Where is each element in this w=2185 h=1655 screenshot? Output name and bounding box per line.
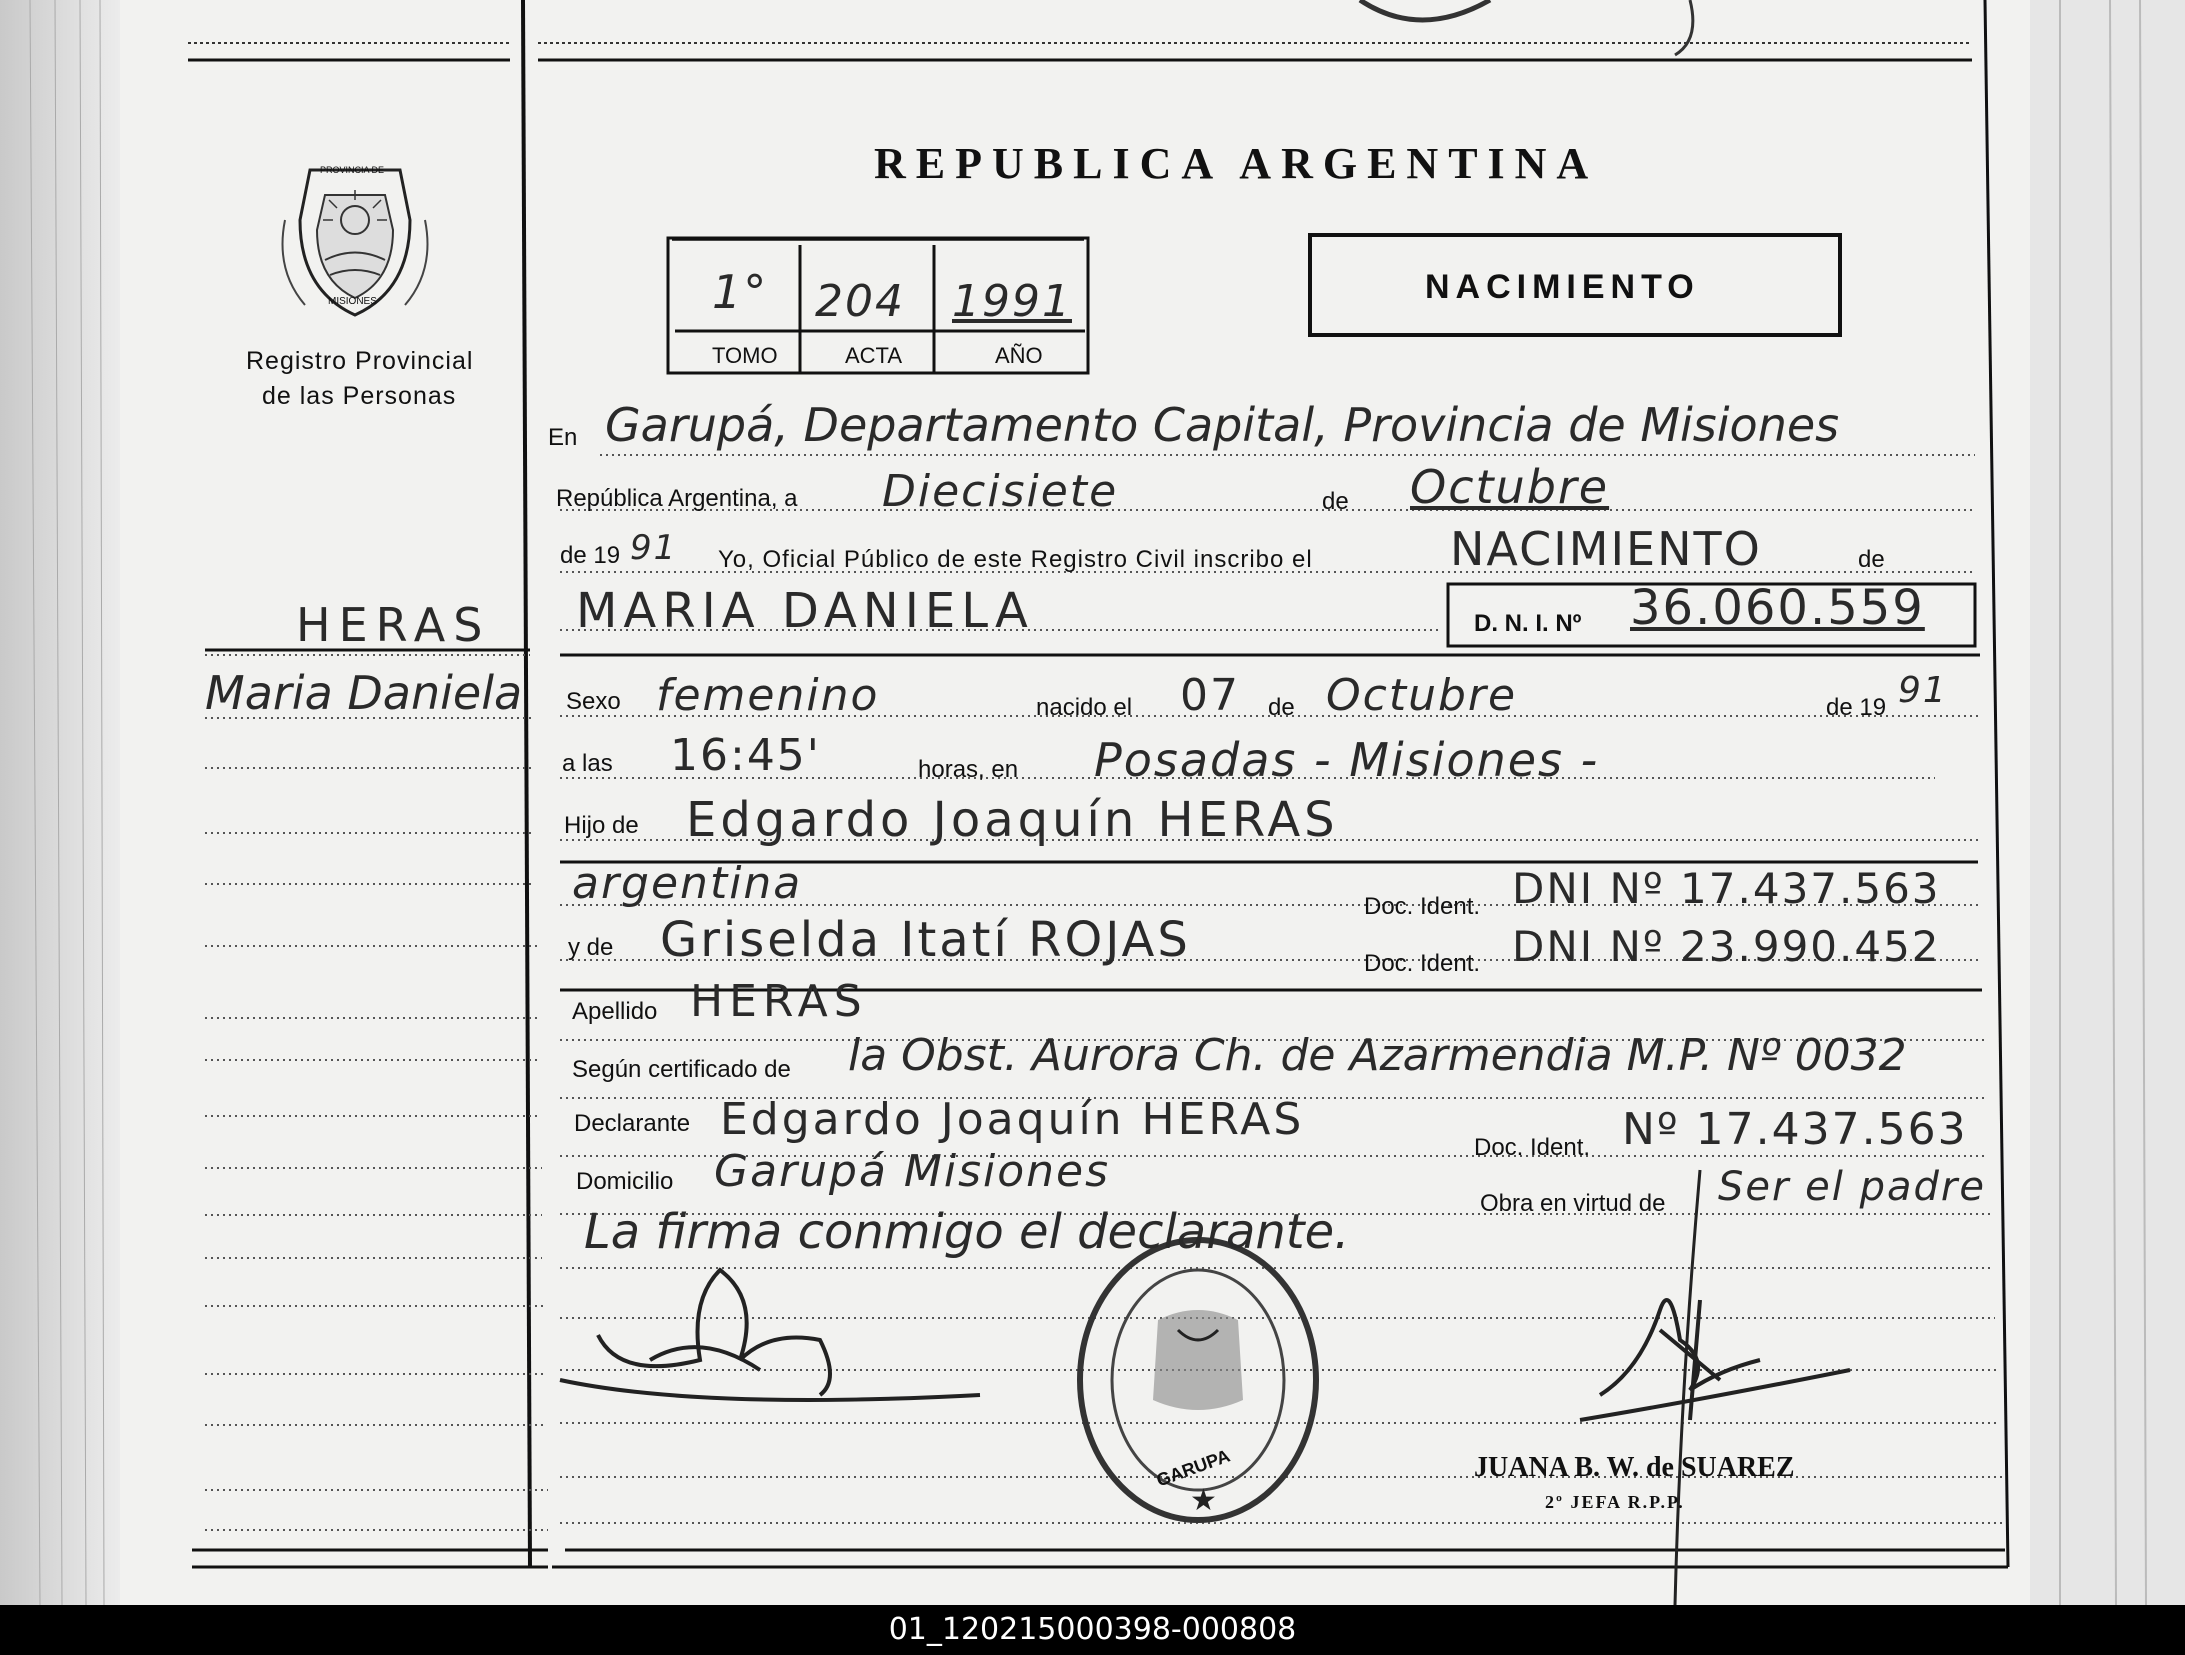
seal-label-bottom: MISIONES	[328, 296, 377, 307]
acta-value: 204	[815, 276, 905, 327]
father-nationality: argentina	[572, 858, 803, 909]
child-of-label: Hijo de	[564, 812, 639, 839]
date-label: República Argentina, a	[556, 485, 798, 512]
certificate-label: Según certificado de	[572, 1056, 791, 1083]
year-value: 91	[630, 528, 678, 568]
officer-statement: Yo, Oficial Público de este Registro Civil inscribo el	[718, 546, 1313, 573]
declarant-label: Declarante	[574, 1110, 691, 1137]
declarant-name: Edgardo Joaquín HERAS	[720, 1094, 1305, 1145]
surname-label: Apellido	[572, 998, 658, 1025]
signature-note: La firma conmigo el declarante.	[584, 1204, 1350, 1260]
stamp-label: GARUPA	[1153, 1445, 1233, 1491]
officer-name: JUANA B. W. de SUAREZ	[1474, 1452, 1795, 1483]
place-label: En	[548, 424, 578, 451]
mother-doc-label: Doc. Ident.	[1364, 950, 1481, 977]
born-month: Octubre	[1326, 670, 1518, 721]
year-prefix: de 19	[560, 542, 621, 569]
declarant-doc-label: Doc. Ident.	[1474, 1134, 1591, 1161]
acta-label: ACTA	[845, 343, 903, 368]
anio-value: 1991	[952, 276, 1072, 327]
time-value: 16:45'	[670, 730, 821, 781]
father-name: Edgardo Joaquín HERAS	[686, 792, 1339, 848]
sex-value: femenino	[656, 670, 880, 721]
svg-text:★: ★	[1190, 1484, 1217, 1517]
place-value: Garupá, Departamento Capital, Provincia de Misiones	[605, 398, 1840, 452]
mother-name: Griselda Itatí ROJAS	[660, 912, 1191, 968]
child-name: MARIA DANIELA	[576, 583, 1034, 639]
margin-surname: HERAS	[296, 598, 491, 652]
born-day: 07	[1180, 670, 1240, 721]
tomo-value: 1°	[712, 265, 769, 319]
sex-label: Sexo	[566, 688, 621, 715]
mother-doc-value: DNI Nº 23.990.452	[1512, 922, 1941, 971]
image-caption: 01_120215000398-000808	[0, 1605, 2185, 1655]
date-month: Octubre	[1410, 460, 1610, 514]
acts-on-behalf-label: Obra en virtud de	[1480, 1190, 1666, 1217]
birthplace-value: Posadas - Misiones -	[1094, 733, 1600, 787]
record-type-handwritten: NACIMIENTO	[1450, 522, 1762, 576]
address-label: Domicilio	[576, 1168, 674, 1195]
anio-label: AÑO	[995, 343, 1043, 368]
registry-name-line-1: Registro Provincial	[246, 347, 474, 375]
dni-value: 36.060.559	[1630, 580, 1925, 636]
father-doc-value: DNI Nº 17.437.563	[1512, 864, 1941, 913]
country-heading: REPUBLICA ARGENTINA	[874, 139, 1599, 188]
margin-given-names: Maria Daniela	[205, 666, 523, 720]
record-de: de	[1858, 546, 1885, 573]
surname-value: HERAS	[690, 976, 868, 1027]
seal-label-top: PROVINCIA DE	[320, 165, 385, 175]
address-value: Garupá Misiones	[714, 1146, 1111, 1197]
dni-label: D. N. I. Nº	[1474, 610, 1582, 637]
officer-title: 2º JEFA R.P.P.	[1545, 1492, 1685, 1512]
hours-label: horas, en	[918, 756, 1019, 783]
acts-on-behalf-value: Ser el padre	[1718, 1164, 1986, 1210]
born-label: nacido el	[1036, 694, 1133, 721]
tomo-label: TOMO	[712, 343, 778, 368]
time-label: a las	[562, 750, 613, 777]
certificate-value: la Obst. Aurora Ch. de Azarmendia M.P. Nº 0032	[848, 1030, 1907, 1081]
born-year: 91	[1898, 670, 1948, 711]
declarant-doc-value: Nº 17.437.563	[1622, 1104, 1968, 1155]
and-of-label: y de	[568, 934, 614, 961]
registry-name-line-2: de las Personas	[262, 382, 457, 410]
date-de: de	[1322, 488, 1349, 515]
born-year-prefix: de 19	[1826, 694, 1887, 721]
born-de: de	[1268, 694, 1295, 721]
record-type-title: NACIMIENTO	[1425, 268, 1700, 306]
date-day: Diecisiete	[882, 466, 1119, 517]
father-doc-label: Doc. Ident.	[1364, 893, 1481, 920]
